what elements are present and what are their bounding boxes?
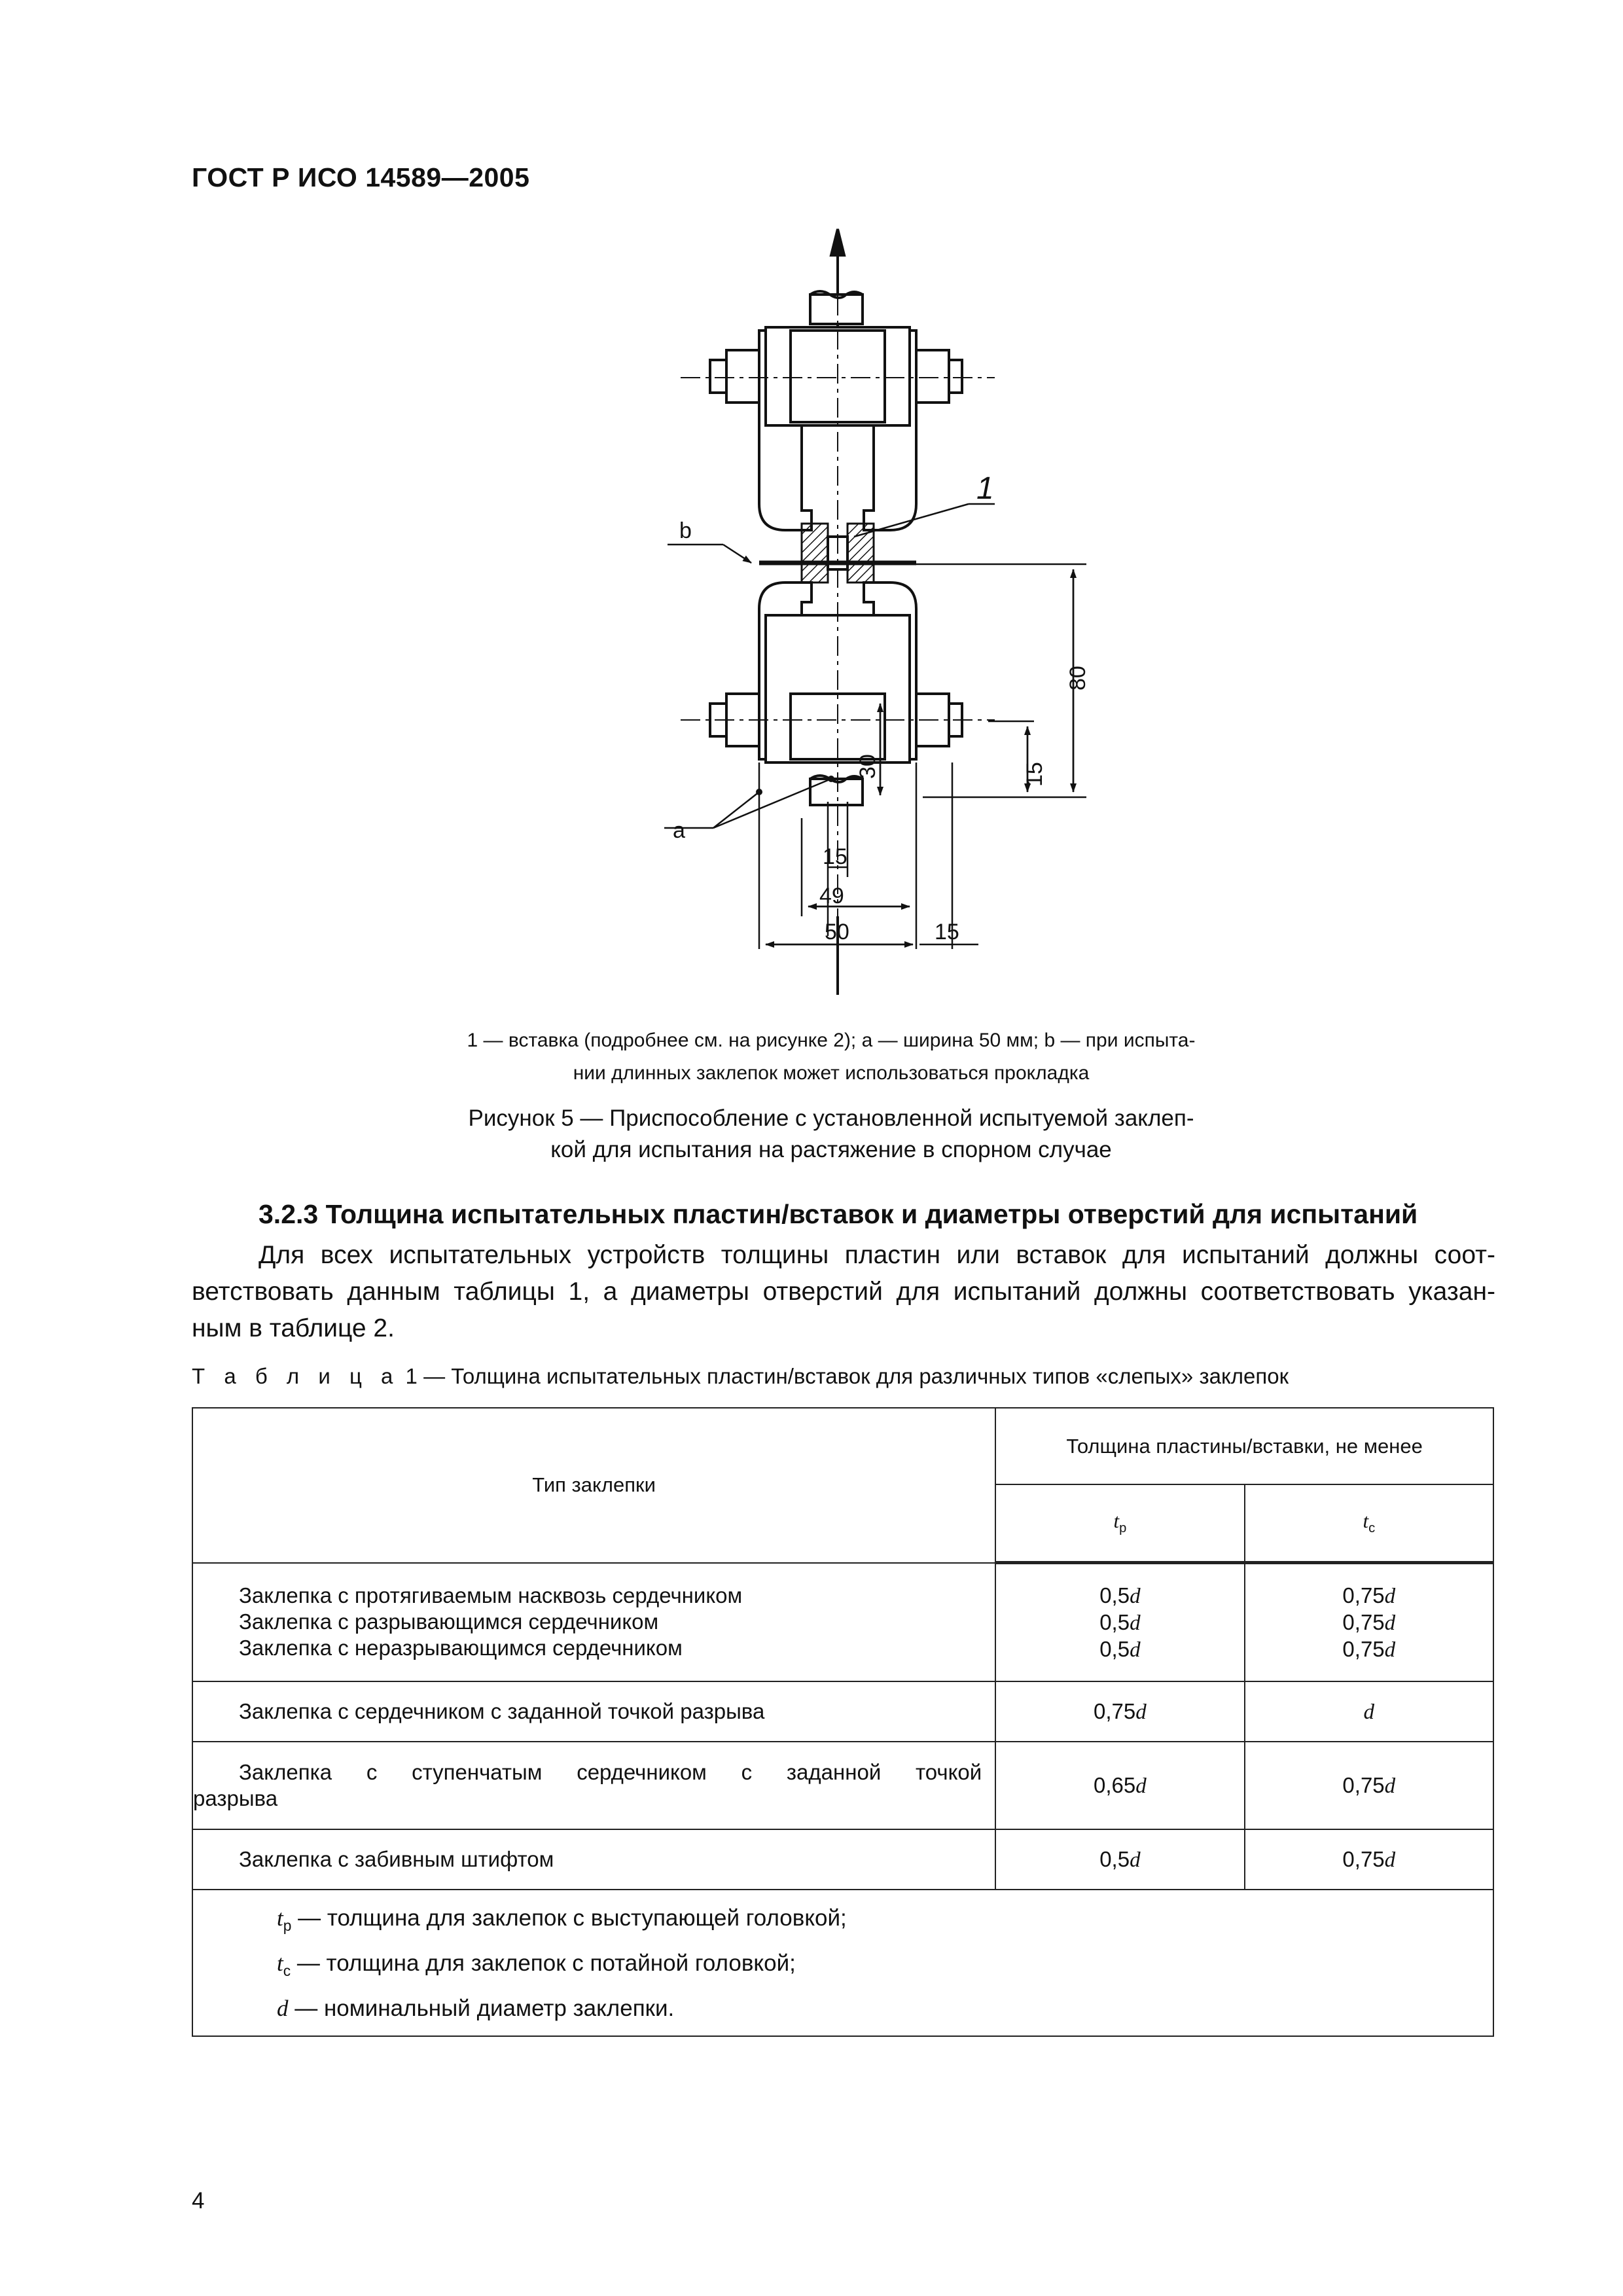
- type-pull-through: Заклепка с протягиваемым насквозь сердечником: [239, 1583, 743, 1608]
- page-number: 4: [192, 2188, 205, 2214]
- figure-caption: [393, 1103, 1270, 1166]
- col-header-group: Толщина пластины/вставки, не менее: [995, 1408, 1493, 1484]
- table-row: [192, 1563, 1493, 1682]
- callout-a: a: [673, 818, 685, 843]
- tp-cell: 0,5d 0,5d 0,5d: [995, 1563, 1244, 1682]
- paragraph-line-3: ным в таблице 2.: [192, 1314, 395, 1342]
- figure-caption-line-1: Рисунок 5 — Приспособление с установленной испытуемой заклеп-: [468, 1105, 1194, 1131]
- dim-80: 80: [1065, 666, 1090, 691]
- type-breaking-mandrel: Заклепка с разрывающимся сердечником: [239, 1609, 659, 1634]
- figure-legend-line-2: нии длинных заклепок может использоваться прокладка: [573, 1062, 1090, 1084]
- paragraph-line-1: Для всех испытательных устройств толщины пластин или вставок для испытаний должны соот-: [259, 1241, 1495, 1269]
- insert-left-upper: [802, 524, 828, 583]
- upper-nut-right: [916, 350, 949, 403]
- note-tc: $t_c$ — толщина для заклепок с потайной головкой;: [277, 1950, 796, 1979]
- figure-legend: [393, 1024, 1270, 1090]
- dim-30: 30: [855, 754, 880, 779]
- callout-1: 1: [976, 471, 994, 506]
- figure-caption-line-2: кой для испытания на растяжение в спорном случае: [550, 1137, 1112, 1162]
- note-tp: $t_p$ — толщина для заклепок с выступающей головкой;: [277, 1905, 847, 1934]
- col-header-tc: $t_c$: [1245, 1484, 1493, 1563]
- callout-a-dot-left: [756, 789, 762, 795]
- col-header-type: Тип заклепки: [192, 1408, 995, 1563]
- table-title: [192, 1364, 1289, 1389]
- section-heading: 3.2.3 Толщина испытательных пластин/вставок и диаметры отверстий для испытаний: [259, 1199, 1418, 1229]
- type-cell: Заклепка с забивным штифтом: [192, 1829, 995, 1890]
- table-title-label: Т а б л и ц а: [192, 1364, 400, 1388]
- tc-cell: 0,75d: [1245, 1742, 1493, 1829]
- fixture-drawing: [576, 223, 1165, 1001]
- table-title-text: 1 — Толщина испытательных пластин/вставок для различных типов «слепых» заклепок: [405, 1364, 1289, 1388]
- dim-50: 50: [825, 920, 849, 944]
- callout-b: b: [679, 518, 692, 543]
- dim-15-side: 15: [1022, 762, 1047, 787]
- dim-15-inner: 15: [823, 844, 847, 869]
- document-header: ГОСТ Р ИСО 14589—2005: [192, 162, 530, 192]
- dim-15-right: 15: [935, 920, 959, 944]
- tp-cell: 0,75d: [995, 1681, 1244, 1742]
- tp-cell: 0,5d: [995, 1829, 1244, 1890]
- col-header-tp: $t_p$: [995, 1484, 1244, 1563]
- tp-cell: 0,65d: [995, 1742, 1244, 1829]
- table-row: [192, 1829, 1493, 1890]
- table-row: [192, 1742, 1493, 1829]
- table-notes-row: [192, 1890, 1493, 2036]
- dim-49: 49: [819, 884, 844, 908]
- figure-5-test-fixture: [576, 223, 1165, 1001]
- upper-nut-left: [726, 350, 759, 403]
- tc-cell: d: [1245, 1681, 1493, 1742]
- table-row: [192, 1681, 1493, 1742]
- section-paragraph: [192, 1237, 1495, 1347]
- type-cell: Заклепка с ступенчатым сердечником с заданной точкой разрыва: [192, 1742, 995, 1829]
- rivet-thickness-table: [192, 1407, 1494, 2037]
- tc-cell: 0,75d: [1245, 1829, 1493, 1890]
- note-d: d — номинальный диаметр заклепки.: [277, 1995, 675, 2021]
- paragraph-line-2: ветствовать данным таблицы 1, а диаметры отверстий для испытаний должны соответствовать указан-: [192, 1278, 1495, 1306]
- top-rod: [810, 295, 863, 324]
- callout-a-dot-right: [828, 776, 834, 782]
- type-cell: [192, 1563, 995, 1682]
- type-cell: Заклепка с сердечником с заданной точкой разрыва: [192, 1681, 995, 1742]
- table-notes: [192, 1890, 1493, 2036]
- figure-legend-line-1: 1 — вставка (подробнее см. на рисунке 2); a — ширина 50 мм; b — при испыта-: [467, 1030, 1196, 1051]
- load-arrow-head: [831, 229, 844, 255]
- type-non-breaking-mandrel: Заклепка с неразрывающимся сердечником: [239, 1636, 683, 1660]
- tc-cell: 0,75d 0,75d 0,75d: [1245, 1563, 1493, 1682]
